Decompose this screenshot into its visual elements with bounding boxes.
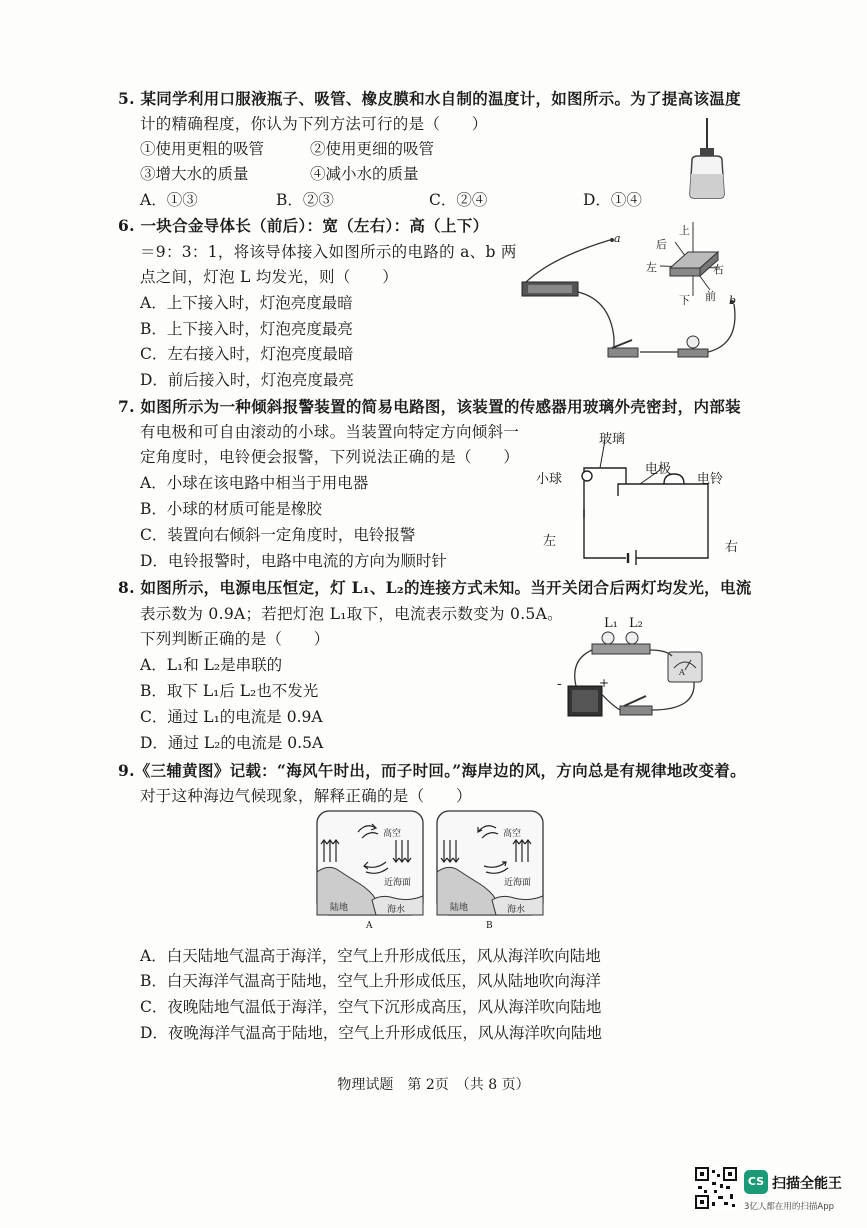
q8-label-plus: + [599,676,610,690]
q6-option-a[interactable]: A．上下接入时，灯泡亮度最暗 [140,294,353,312]
q9-option-a[interactable]: A．白天陆地气温高于海洋，空气上升形成低压，风从海洋吹向陆地 [140,947,601,965]
q5-thermometer-figure [682,118,732,200]
q6-label-up: 上 [679,224,690,237]
q7-label-right: 右 [725,540,739,555]
q7-stem-line-1: 7. 如图所示为一种倾斜报警装置的简易电路图，该装置的传感器用玻璃外壳密封，内部装 [118,397,741,416]
q6-stem-line-2: ＝9：3：1，将该导体接入如图所示的电路的 a、b 两 [140,243,517,261]
q7-option-c[interactable]: C．装置向右倾斜一定角度时，电铃报警 [140,526,416,544]
q9-panel-b-caption: B [486,921,493,931]
q9-option-b[interactable]: B．白天海洋气温高于陆地，空气上升形成低压，风从陆地吹向海洋 [140,972,601,990]
camscanner-logo-icon: CS [744,1170,768,1194]
q8-label-ammeter: A [679,668,685,677]
q6-label-left: 左 [646,261,657,274]
q5-option-a[interactable]: A．①③ [140,191,198,209]
q8-stem-line-2: 表示数为 0.9A；若把灯泡 L₁取下，电流表示数变为 0.5A。 [140,605,563,623]
q6-stem-line-3: 点之间，灯泡 L 均发光，则（ ） [140,268,399,286]
q9-a-label-sea: 海水 [387,905,406,915]
q7-option-b[interactable]: B．小球的材质可能是橡胶 [140,500,322,518]
q7-tilt-alarm-figure [540,440,720,565]
q6-label-a: a [614,232,621,245]
q6-label-b: b [729,294,737,307]
q7-label-bell: 电铃 [697,472,724,487]
q7-option-d[interactable]: D．电铃报警时，电路中电流的方向为顺时针 [140,552,447,570]
q9-b-label-land: 陆地 [450,903,469,913]
q7-label-left: 左 [543,534,557,549]
q6-label-right: 右 [713,263,724,276]
q5-option-c[interactable]: C．②④ [429,191,488,209]
q7-stem-line-2: 有电极和可自由滚动的小球。当装置向特定方向倾斜一 [140,423,520,441]
q7-option-a[interactable]: A．小球在该电路中相当于用电器 [140,474,369,492]
q5-statement-3: ③增大水的质量 [140,165,249,183]
q6-stem-line-1: 6. 一块合金导体长（前后）：宽（左右）：高（上下） [118,216,489,235]
q8-label-minus: - [557,676,562,692]
q9-a-label-near-sea: 近海面 [384,878,412,888]
q9-stem-line-1: 9.《三辅黄图》记载：“海风午时出，而子时回。”海岸边的风，方向总是有规律地改变着。 [118,761,746,780]
q5-stem-line-2: 计的精确程度，你认为下列方法可行的是（ ） [140,115,488,133]
q8-option-a[interactable]: A．L₁和 L₂是串联的 [140,656,283,674]
q8-label-l1: L₁ [604,616,618,631]
q7-stem-line-3: 定角度时，电铃便会报警，下列说法正确的是（ ） [140,448,520,466]
q7-label-glass: 玻璃 [599,432,626,447]
q7-label-ball: 小球 [536,472,563,487]
q8-option-c[interactable]: C．通过 L₁的电流是 0.9A [140,708,323,726]
page-footer: 物理试题 第 2页 （共 8 页） [337,1077,530,1093]
q6-label-back: 后 [656,238,667,251]
scanner-app-slogan: 3亿人都在用的扫描App [744,1202,835,1212]
q9-option-d[interactable]: D．夜晚海洋气温高于陆地，空气上升形成低压，风从海洋吹向陆地 [140,1024,602,1042]
q5-statement-2: ②使用更细的吸管 [310,140,435,158]
q8-circuit-figure [556,620,716,725]
q5-stem-line-1: 5. 某同学利用口服液瓶子、吸管、橡皮膜和水自制的温度计，如图所示。为了提高该温度 [118,89,741,108]
q6-option-c[interactable]: C．左右接入时，灯泡亮度最暗 [140,345,354,363]
q8-label-l2: L₂ [629,616,643,631]
q8-stem-line-3: 下列判断正确的是（ ） [140,630,330,648]
q9-a-label-high: 高空 [383,829,402,839]
q7-label-electrode: 电极 [645,462,672,477]
q5-option-b[interactable]: B．②③ [276,191,334,209]
q8-option-d[interactable]: D．通过 L₂的电流是 0.5A [140,734,324,752]
q8-stem-line-1: 8. 如图所示，电源电压恒定，灯 L₁、L₂的连接方式未知。当开关闭合后两灯均发光，电流 [118,578,752,597]
q9-option-c[interactable]: C．夜晚陆地气温低于海洋，空气下沉形成高压，风从海洋吹向陆地 [140,998,602,1016]
q9-stem-line-2: 对于这种海边气候现象，解释正确的是（ ） [140,787,472,805]
q5-statement-4: ④减小水的质量 [310,165,419,183]
q9-b-label-near-sea: 近海面 [504,878,532,888]
scanner-app-name: 扫描全能王 [772,1176,842,1192]
q8-option-b[interactable]: B．取下 L₁后 L₂也不发光 [140,682,319,700]
q9-a-label-land: 陆地 [330,903,349,913]
q6-option-b[interactable]: B．上下接入时，灯泡亮度最亮 [140,320,353,338]
q5-option-d[interactable]: D．①④ [583,191,642,209]
q5-statement-1: ①使用更粗的吸管 [140,140,265,158]
q9-b-label-sea: 海水 [507,905,526,915]
q6-label-front: 前 [705,290,716,303]
q6-option-d[interactable]: D．前后接入时，灯泡亮度最亮 [140,371,354,389]
qr-code-icon [694,1166,738,1210]
q9-b-label-high: 高空 [503,829,522,839]
q9-panel-a-caption: A [366,921,373,931]
scanner-watermark [744,1170,862,1220]
q6-label-down: 下 [679,294,690,307]
